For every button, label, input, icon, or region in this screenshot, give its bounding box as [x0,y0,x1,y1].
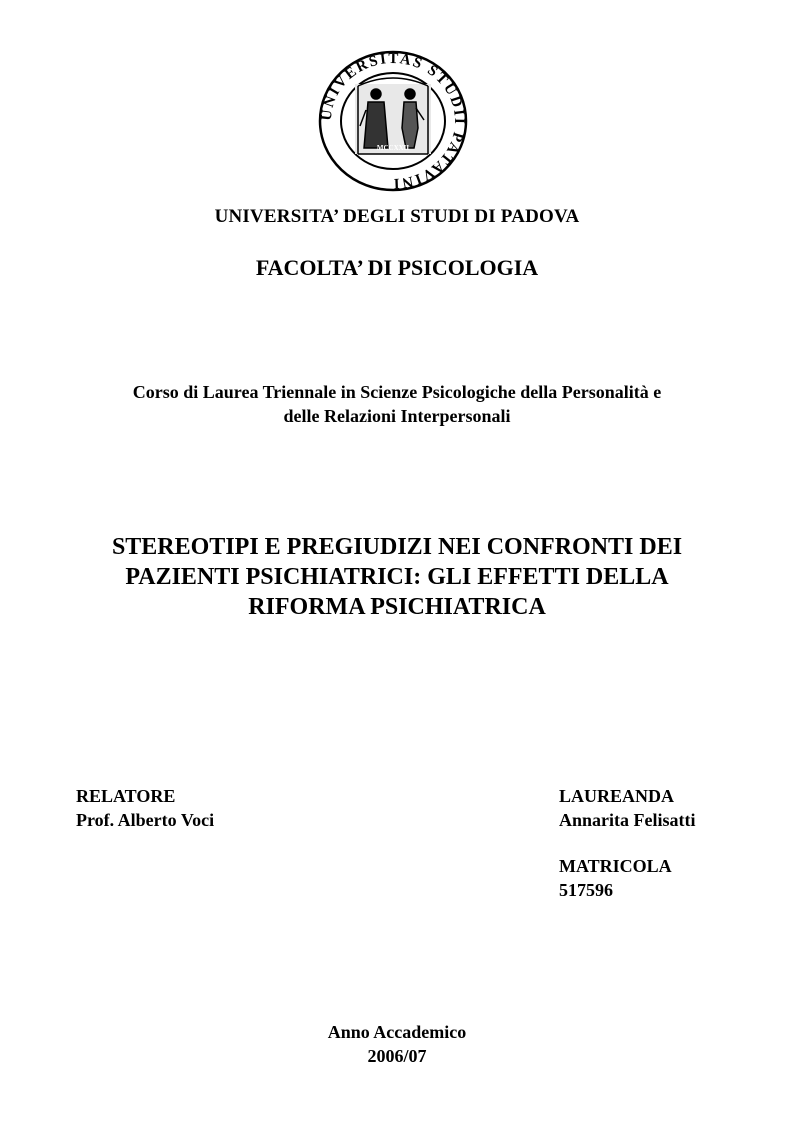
seal-year: MCCXXII [376,144,410,152]
thesis-title-line: RIFORMA PSICHIATRICA [248,594,546,620]
laureanda-label: LAUREANDA [559,786,675,806]
laureanda-name: Annarita Felisatti [559,810,696,830]
thesis-title-line: STEREOTIPI E PREGIUDIZI NEI CONFRONTI DEI [111,534,683,560]
academic-year-label: Anno Accademico [327,1022,467,1042]
relatore-block [76,784,214,832]
faculty-name: FACOLTA’ DI PSICOLOGIA [255,255,539,280]
university-seal-icon [318,50,468,192]
relatore-label: RELATORE [76,786,176,806]
relatore-name: Prof. Alberto Voci [76,810,215,830]
seal-text: UNIVERSITAS STUDII PATAVINI [318,50,468,192]
academic-year-value: 2006/07 [367,1046,427,1066]
academic-year-block [0,1020,794,1068]
matricola-block [559,854,672,902]
course-name [0,380,794,428]
university-name: UNIVERSITA’ DEGLI STUDI DI PADOVA [214,206,580,227]
matricola-label: MATRICOLA [559,856,672,876]
course-line-1: Corso di Laurea Triennale in Scienze Psicologiche della Personalità e [132,382,662,402]
laureanda-block [559,784,696,832]
matricola-number: 517596 [559,880,613,900]
seal-figures-icon [355,78,431,154]
course-line-2: delle Relazioni Interpersonali [283,406,511,426]
thesis-title [0,532,794,622]
thesis-title-line: PAZIENTI PSICHIATRICI: GLI EFFETTI DELLA [125,564,669,590]
